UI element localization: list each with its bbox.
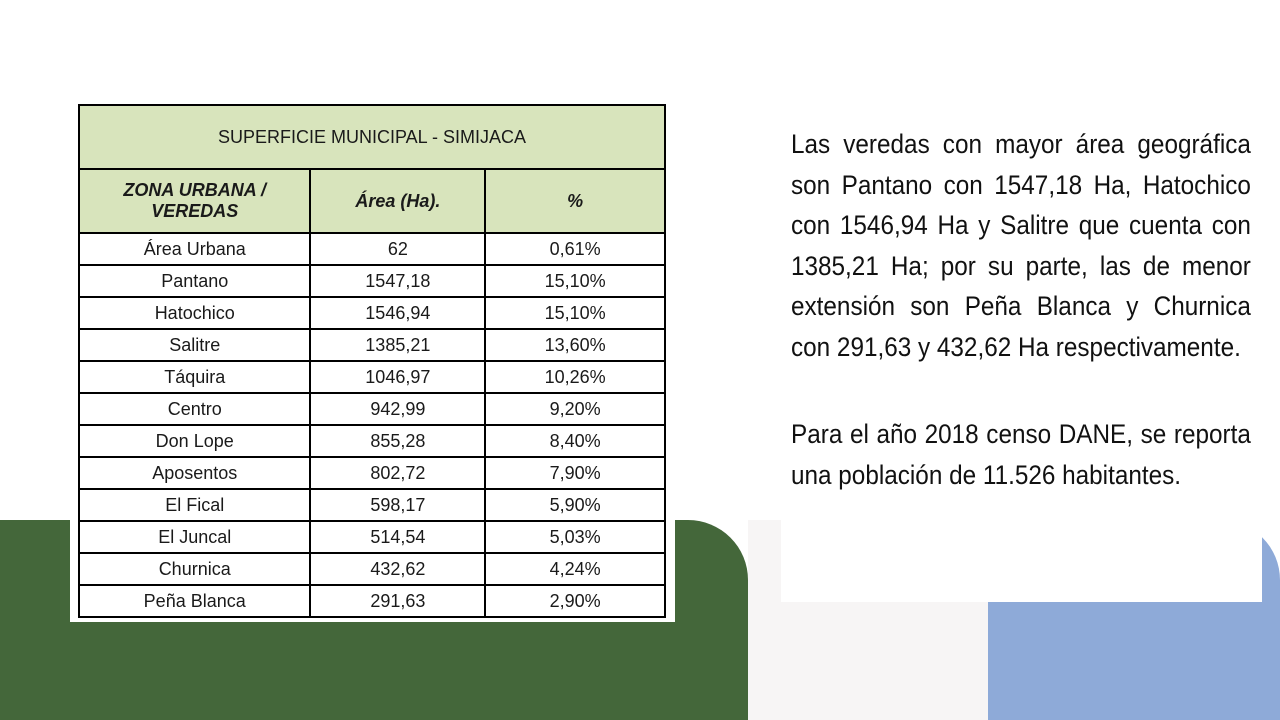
area-table <box>78 104 666 618</box>
description-paragraph-population: Para el año 2018 censo DANE, se reporta una población de 11.526 habitantes. <box>791 419 1251 490</box>
cell-zona: Área Urbana <box>79 233 310 265</box>
table-row <box>79 393 665 425</box>
cell-area: 598,17 <box>310 489 485 521</box>
cell-area: 1547,18 <box>310 265 485 297</box>
cell-percent: 5,90% <box>485 489 665 521</box>
table-row <box>79 585 665 617</box>
cell-zona: El Fical <box>79 489 310 521</box>
table-row <box>79 329 665 361</box>
cell-area: 291,63 <box>310 585 485 617</box>
table-card <box>70 99 675 622</box>
cell-percent: 7,90% <box>485 457 665 489</box>
table-row <box>79 425 665 457</box>
header-area: Área (Ha). <box>310 169 485 233</box>
cell-percent: 15,10% <box>485 297 665 329</box>
cell-zona: Aposentos <box>79 457 310 489</box>
cell-zona: Salitre <box>79 329 310 361</box>
cell-percent: 13,60% <box>485 329 665 361</box>
table-title-row <box>79 105 665 169</box>
table-body <box>79 233 665 617</box>
description-text-box <box>781 118 1262 602</box>
cell-area: 855,28 <box>310 425 485 457</box>
description-paragraph-area: Las veredas con mayor área geográfica son Pantano con 1547,18 Ha, Hatochico con 1546,94 Ha y Salitre que cuenta con 1385,21 Ha; por su parte, las de menor extensión son Peña Blanca y Churnica con 291,63 y 432,62 Ha respectivamente. <box>791 129 1251 362</box>
cell-zona: Hatochico <box>79 297 310 329</box>
cell-percent: 4,24% <box>485 553 665 585</box>
table-row <box>79 553 665 585</box>
cell-zona: El Juncal <box>79 521 310 553</box>
cell-area: 432,62 <box>310 553 485 585</box>
table-row <box>79 233 665 265</box>
cell-percent: 5,03% <box>485 521 665 553</box>
table-row <box>79 457 665 489</box>
cell-area: 1385,21 <box>310 329 485 361</box>
cell-area: 514,54 <box>310 521 485 553</box>
cell-area: 1546,94 <box>310 297 485 329</box>
cell-percent: 0,61% <box>485 233 665 265</box>
table-row <box>79 489 665 521</box>
cell-area: 62 <box>310 233 485 265</box>
cell-percent: 9,20% <box>485 393 665 425</box>
cell-zona: Táquira <box>79 361 310 393</box>
cell-percent: 15,10% <box>485 265 665 297</box>
header-zona: ZONA URBANA / VEREDAS <box>79 169 310 233</box>
table-row <box>79 361 665 393</box>
cell-percent: 8,40% <box>485 425 665 457</box>
header-percent: % <box>485 169 665 233</box>
cell-zona: Pantano <box>79 265 310 297</box>
cell-zona: Don Lope <box>79 425 310 457</box>
table-header-row <box>79 169 665 233</box>
cell-zona: Churnica <box>79 553 310 585</box>
cell-percent: 10,26% <box>485 361 665 393</box>
table-row <box>79 265 665 297</box>
cell-area: 802,72 <box>310 457 485 489</box>
cell-area: 942,99 <box>310 393 485 425</box>
table-row <box>79 297 665 329</box>
cell-percent: 2,90% <box>485 585 665 617</box>
table-title: SUPERFICIE MUNICIPAL - SIMIJACA <box>79 105 665 169</box>
table-row <box>79 521 665 553</box>
cell-area: 1046,97 <box>310 361 485 393</box>
cell-zona: Peña Blanca <box>79 585 310 617</box>
cell-zona: Centro <box>79 393 310 425</box>
